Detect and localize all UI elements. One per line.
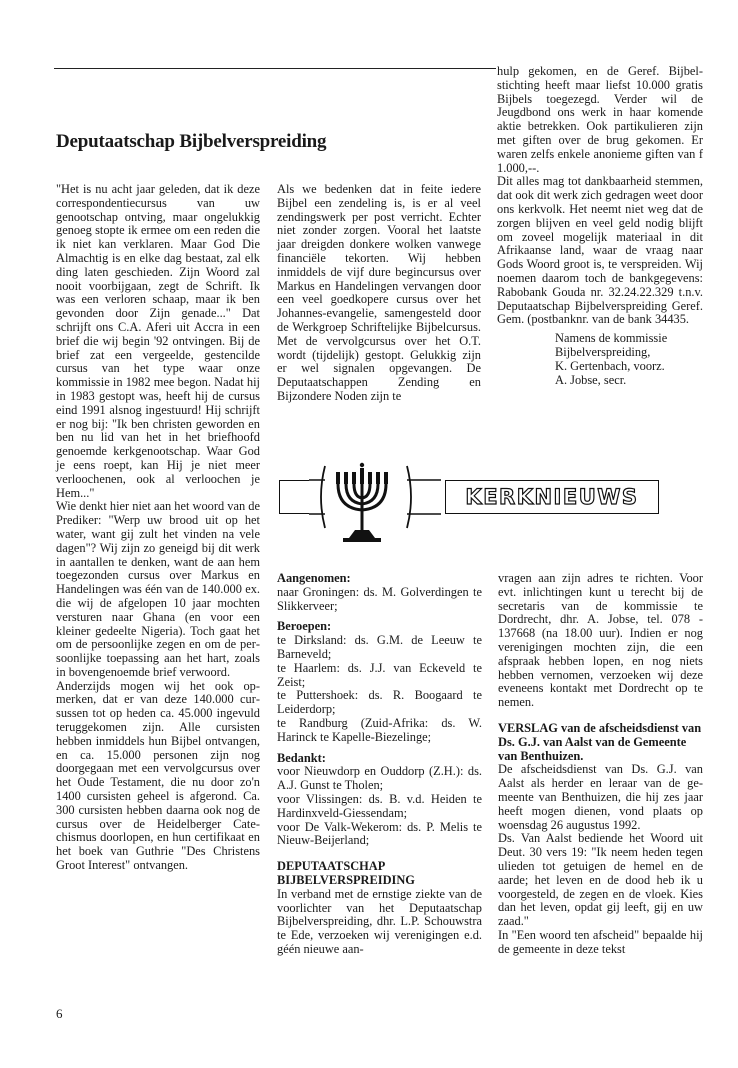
news-column-right — [498, 572, 703, 957]
aangenomen-heading: Aangenomen: — [277, 571, 351, 585]
verslag-paragraph: De afscheidsdienst van Ds. G.J. van Aalst als herder en leraar van de gemeente van Benthuizen, die hij zes jaar heeft mogen dienen, vond plaats op woensdag 26 augustus 1992. — [498, 762, 703, 832]
article-paragraph: "Het is nu acht jaar geleden, dat ik deze correspondentiecursus van uw genootschap ontving, maar ongelukkig genoeg stopte ik ermee om een reden die ik niet kan verklaren. Maar God Die Almachtig is en elke dag bestaat, zal elk ding laten geschieden. Zijn Woord zal nooit voorbijgaan, zegt de Schrift. Ik was een verloren schaap, maar ik ben gevonden door Zijn genade..." Dat schrijft ons C.A. Aferi uit Accra in een brief die wij begin '92 ontvingen. Bij de brief zat een vergeelde, gestencilde cursus van het type waar onze kommissie in 1982 mee begon. Nadat hij in 1983 gestopt was, heeft hij de cursus eind 1991 alsnog ingestuurd! Hij schrijft er nog bij: "Ik ben christen geworden en ben nu lid van het in het briefhoofd genoemde kerkgenootschap. Waar God je eens roept, kan Hij je niet meer verloochenen, ook al verloochen je Hem..." — [56, 182, 260, 500]
news-item: voor De Valk-Wekerom: ds. P. Melis te Nieuw-Beijerland; — [277, 819, 482, 848]
news-column-left — [277, 572, 482, 957]
news-item: voor Nieuwdorp en Ouddorp (Z.H.): ds. A.J. Gunst te Tholen; — [277, 764, 482, 793]
verslag-paragraph: In "Een woord ten afscheid" bepaalde hij de gemeente in deze tekst — [498, 927, 703, 956]
signature-line: Bijbelverspreiding, — [555, 344, 651, 359]
article-column-1 — [56, 183, 260, 873]
verslag-paragraph: Ds. Van Aalst bediende het Woord uit Deut. 30 vers 19: "Ik neem heden tegen ulieden tot getuigen de hemel en de aarde; het leven en de dood heb ik u voorgesteld, de zegen en de vloek. Kies dan het leven, opdat gij leeft, gij en uw zaad." — [498, 831, 703, 929]
news-item: In verband met de ernstige ziekte van de voorlichter van het Deputaatschap Bijbelverspreiding, dhr. L.P. Schouwstra te Ede, verzoeken wij verenigingen e.d. géén nieuwe aan- — [277, 886, 482, 956]
deputaat-heading-line: BIJBELVERSPREIDING — [277, 872, 415, 887]
signature-line: A. Jobse, secr. — [555, 372, 627, 387]
article-paragraph: Dit alles mag tot dankbaarheid stemmen, dat ook dit werk zich gedragen weet door ons kerkvolk. Het neemt niet weg dat de zorgen blijven en veel geld nodig blijft om zoveel mogelijk materiaal in dit Afrikaanse land, waar de vraag naar Gods Woord groot is, te verspreiden. Wij noemen daarom toch de bankgegevens: Rabobank Gouda nr. 32.24.22.329 t.n.v. Deputaatschap Bijbelverspreiding Geref. Gem. (postbanknr. van de bank 34435. — [497, 174, 703, 327]
news-item: te Haarlem: ds. J.J. van Eckeveld te Zeist; — [277, 660, 482, 689]
news-item: te Puttershoek: ds. R. Boogaard te Leiderdorp; — [277, 688, 482, 717]
kerknieuws-label: KERKNIEUWS — [465, 485, 639, 509]
deputaat-heading — [277, 860, 482, 888]
article-paragraph: Anderzijds mogen wij het ook opmerken, dat er van deze 140.000 cursussen tot op heden ca. 45.000 ingevuld teruggekomen zijn. Alle cursisten hebben inmiddels hun Bijbel ontvangen, en ca. 15.000 personen zijn nog doorgegaan met een vervolgcursus over het Oude Testament, die nu door zo'n 1400 cursisten geheel is afgerond. Ca. 300 cursisten hebben daarna ook nog de cursus over de Heidelberger Catechismus doorlopen, en hun certifikaat en het boek van Guthrie "Des Christens Groot Interest" ontvangen. — [56, 678, 260, 873]
article-paragraph: hulp gekomen, en de Geref. Bijbelstichting heeft maar liefst 10.000 gratis Bijbels toegezegd. Verder wil de Jeugdbond ons werk in haar komende aktie betrekken. Ook partikulieren zijn met giften over de brug gekomen. Er waren zelfs enkele anonieme giften van f 1.000,--. — [497, 64, 703, 175]
signature-line: K. Gertenbach, voorz. — [555, 358, 665, 373]
article-paragraph: Wie denkt hier niet aan het woord van de Prediker: "Werp uw brood uit op het water, want gij zult het vinden na vele dagen"? Wij zijn zo geneigd bij dit werk in aantallen te denken, want de aan hem toegezonden cursus over Markus en Handelingen was één van de 140.000 ex. die wij de afgelopen 10 jaar mochten versturen naar Ghana (en voor een kleiner gedeelte Nigeria). Toch gaat het om de persoonlijke zegen en om de persoonlijke toepassing aan het hart, zoals in bovengenoemde brief verwoord. — [56, 499, 260, 679]
top-rule — [54, 68, 496, 69]
article-column-3 — [497, 65, 703, 387]
kerknieuws-label-box — [445, 480, 659, 514]
news-item: te Dirksland: ds. G.M. de Leeuw te Barneveld; — [277, 633, 482, 661]
bedankt-heading: Bedankt: — [277, 750, 326, 765]
menorah-icon — [291, 460, 441, 555]
news-item: te Randburg (Zuid-Afrika: ds. W. Harinck te Kapelle-Biezelinge; — [277, 715, 482, 744]
deputaat-heading-line: DEPUTAATSCHAP — [277, 859, 386, 874]
news-item: voor Vlissingen: ds. B. v.d. Heiden te Hardinxveld-Giessendam; — [277, 791, 482, 820]
article-title: Deputaatschap Bijbelverspreiding — [56, 131, 327, 152]
beroepen-heading: Beroepen: — [277, 619, 332, 634]
page-number: 6 — [56, 1006, 63, 1021]
article-column-2 — [277, 183, 481, 404]
news-item: vragen aan zijn adres te richten. Voor evt. inlichtingen kunt u terecht bij de secretaris van de kommissie te Dordrecht, dhr. A. Jobse, tel. 078 - 137668 (na 18.00 uur). Indien er nog verenigingen mochten zijn, die een afspraak hebben lopen, en nog niets hebben vernomen, verzoeken wij deze eveneens kontakt met Dordrecht op te nemen. — [498, 571, 703, 710]
signature — [497, 332, 703, 387]
verslag-heading: VERSLAG van de afscheidsdienst van Ds. G.J. van Aalst van de Gemeente van Benthuizen. — [498, 720, 702, 763]
signature-line: Namens de kommissie — [555, 331, 668, 346]
news-item: naar Groningen: ds. M. Golverdingen te Slikkerveer; — [277, 584, 482, 613]
article-paragraph: Als we bedenken dat in feite iedere Bijbel een zendeling is, is er al veel zendingswerk per post verricht. Echter niet zonder zorgen. Vooral het laatste jaar dreigden donkere wolken vanwege financiële tekorten. Wij hebben inmiddels de vijf dure begincursus over Markus en Handelingen vervangen door een veel goedkopere cursus over het Johannes-evangelie, samengesteld door de Werkgroep Schriftelijke Bijbelcursus. Met de vervolgcursus over het O.T. wordt (tijdelijk) gestopt. Gelukkig zijn er wel signalen opgevangen. De Deputaatschappen Zending en Bijzondere Noden zijn te — [277, 182, 481, 403]
kerknieuws-banner — [279, 460, 661, 555]
